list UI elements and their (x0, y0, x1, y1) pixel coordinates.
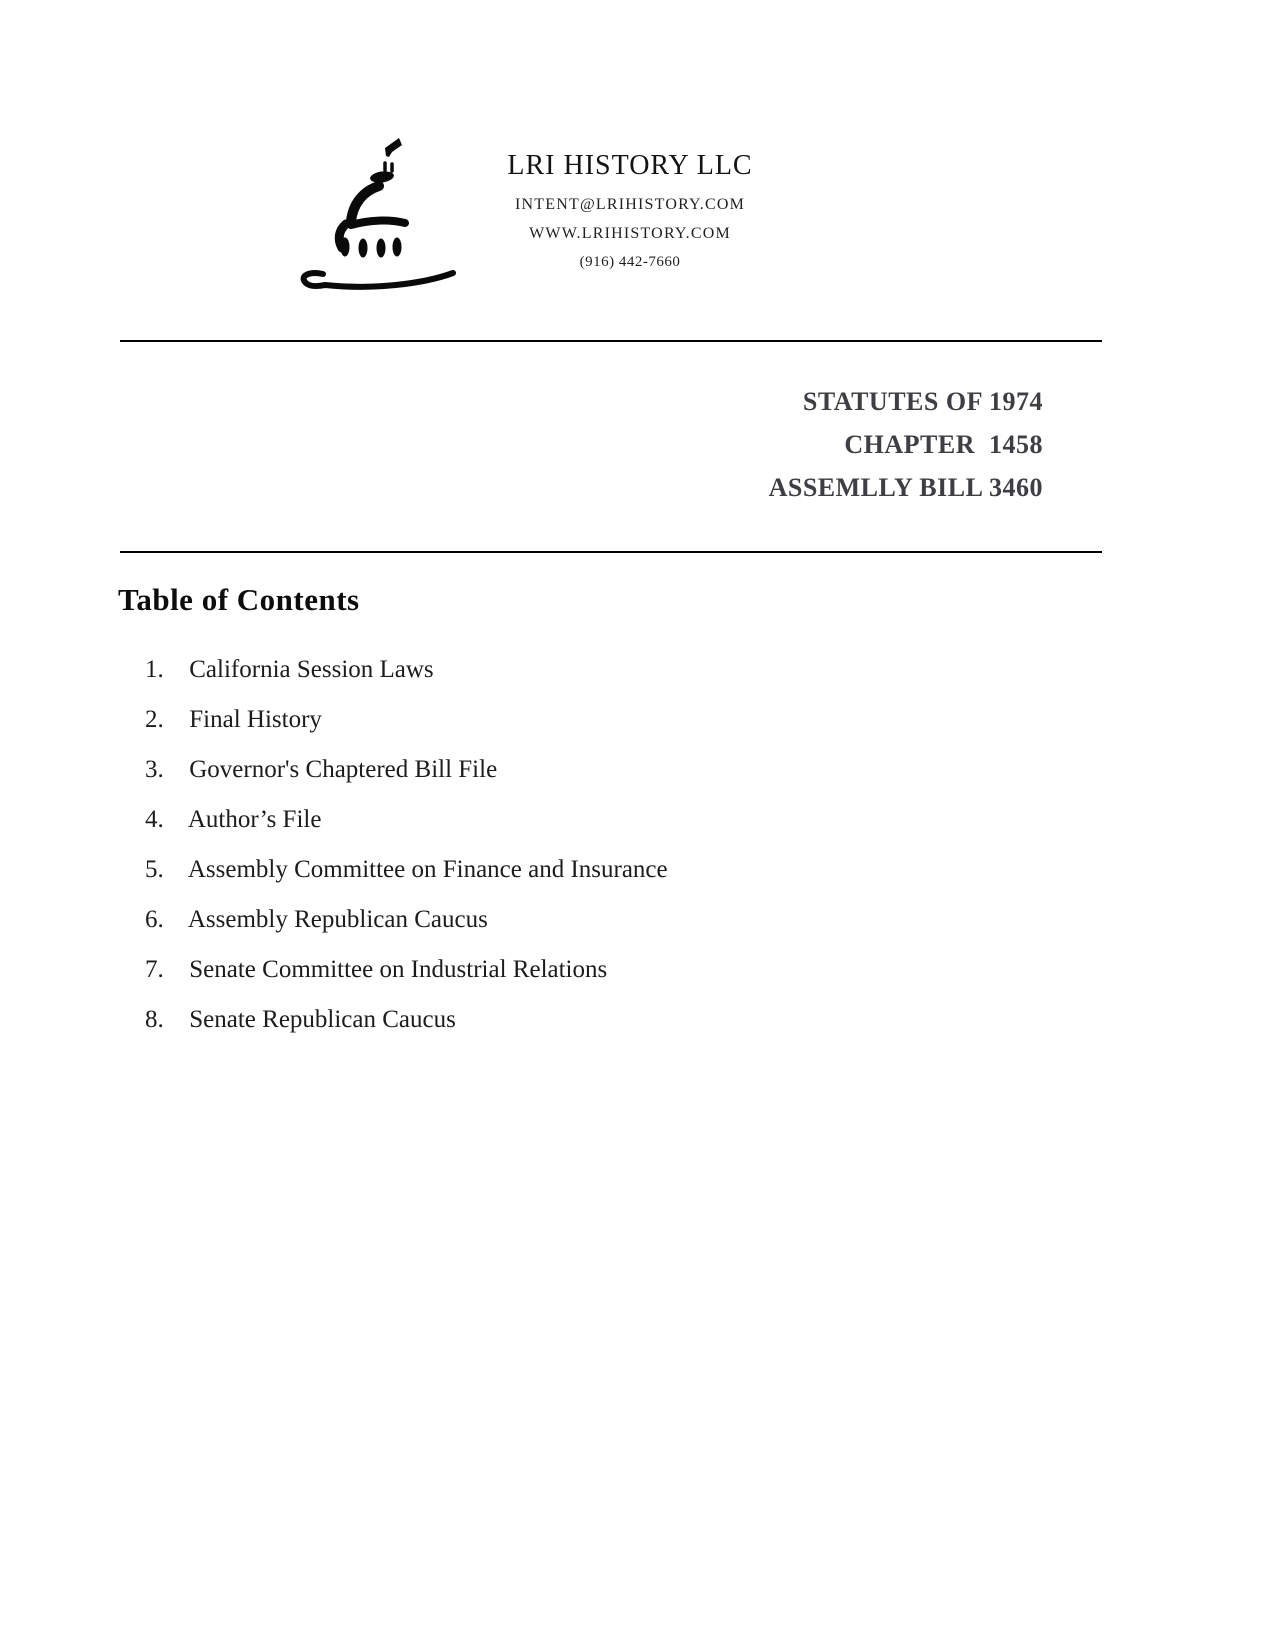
toc-item (0, 745, 1100, 795)
toc-item-number: 3. (145, 756, 164, 783)
company-phone: (916) 442-7660 (579, 254, 681, 270)
toc-item-label: Author’s File (187, 806, 322, 833)
statute-reference (769, 380, 1043, 509)
toc-item (0, 695, 1100, 745)
toc-item (0, 795, 1100, 845)
company-email: INTENT@LRIHISTORY.COM (514, 196, 746, 213)
toc-item-number: 2. (145, 706, 164, 733)
toc-item (0, 895, 1100, 945)
toc-item-number: 4. (145, 806, 164, 833)
toc-item (0, 995, 1100, 1045)
toc-item-label: California Session Laws (189, 656, 434, 683)
toc-item-label: Senate Committee on Industrial Relations (189, 956, 608, 983)
letterhead (450, 150, 810, 282)
divider-bottom (120, 551, 1102, 553)
toc-item-number: 6. (145, 906, 164, 933)
company-website: WWW.LRIHISTORY.COM (529, 225, 731, 242)
toc-list (0, 645, 1100, 1045)
toc-item-number: 5. (145, 856, 164, 883)
statute-line-statutes: STATUTES OF 1974 (802, 387, 1043, 416)
toc-item-number: 7. (145, 956, 164, 983)
toc-item-number: 1. (145, 656, 164, 683)
statute-line-bill: ASSEMLLY BILL 3460 (768, 473, 1043, 502)
divider-top (120, 340, 1102, 342)
statute-line-chapter: CHAPTER 1458 (844, 430, 1043, 459)
company-name: LRI HISTORY LLC (507, 150, 753, 181)
toc-title: Table of Contents (118, 582, 360, 617)
toc-item-label: Senate Republican Caucus (189, 1006, 456, 1033)
toc-item (0, 845, 1100, 895)
toc-item-number: 8. (145, 1006, 164, 1033)
toc-item (0, 645, 1100, 695)
capitol-dome-sketch-icon (293, 126, 461, 296)
toc-item-label: Assembly Republican Caucus (187, 906, 488, 933)
toc-item-label: Governor's Chaptered Bill File (189, 756, 498, 783)
toc-item-label: Final History (189, 706, 322, 733)
toc-item-label: Assembly Committee on Finance and Insurance (187, 856, 668, 883)
toc-item (0, 945, 1100, 995)
